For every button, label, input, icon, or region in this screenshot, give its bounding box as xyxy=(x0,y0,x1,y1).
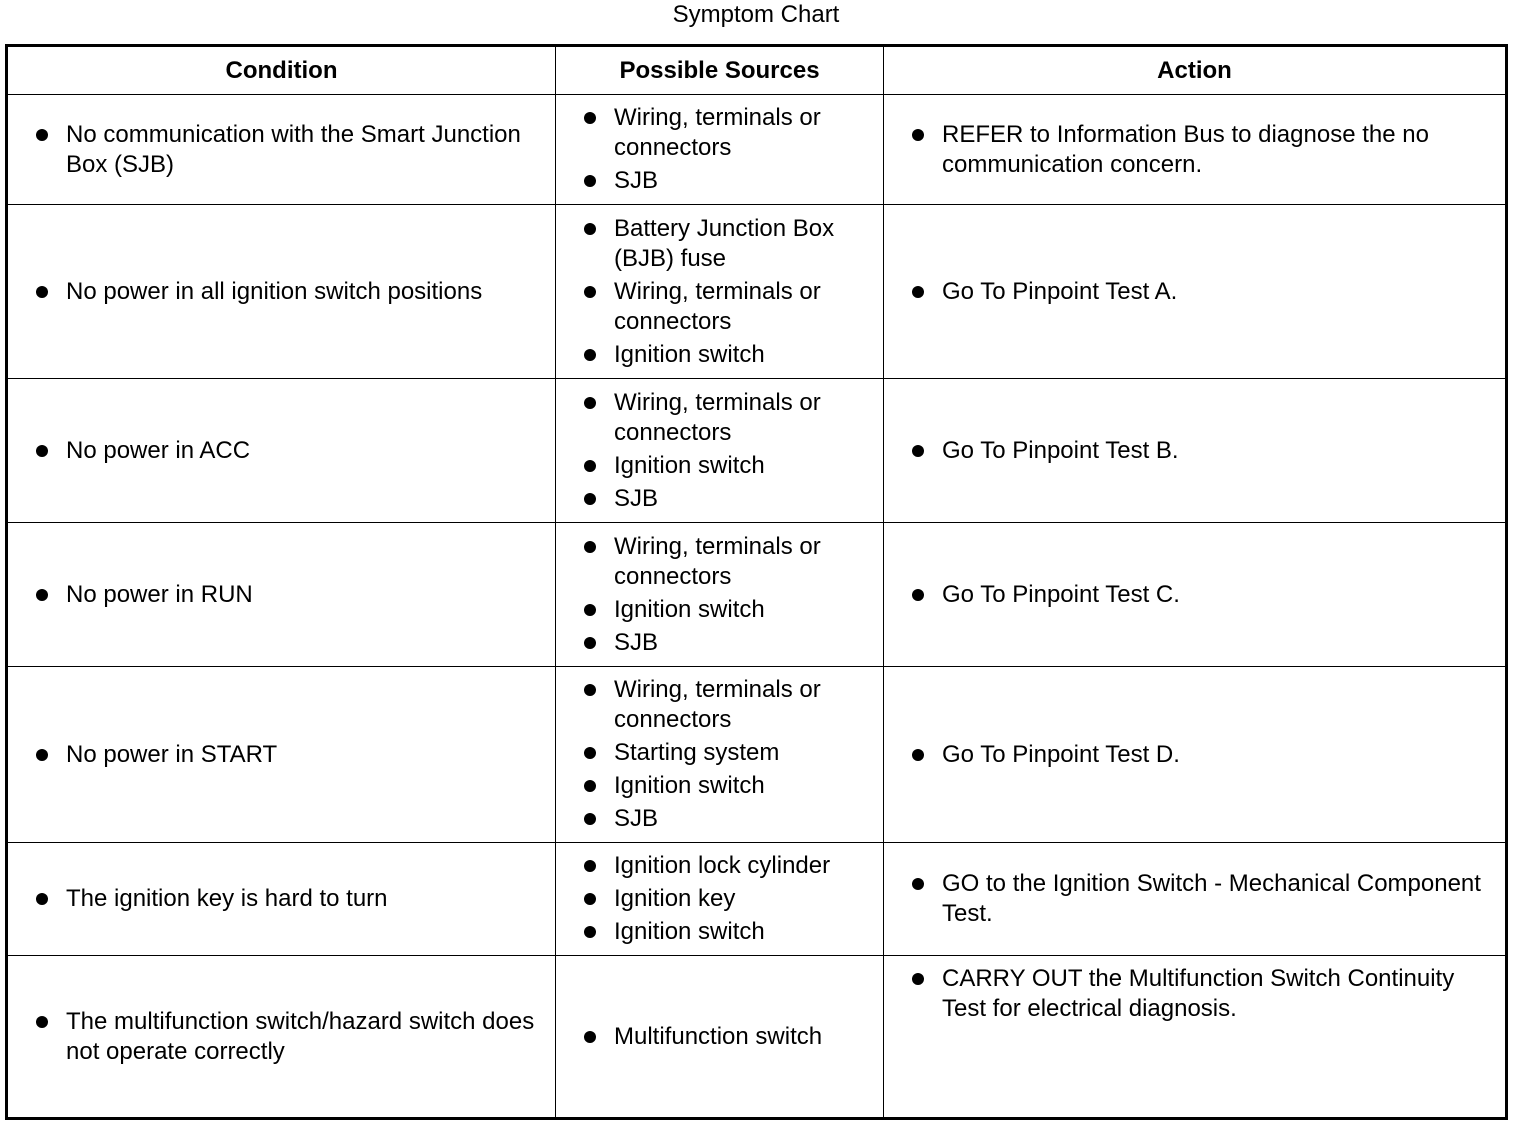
action-text: Go To Pinpoint Test D. xyxy=(884,740,1505,770)
sources-cell xyxy=(556,843,884,956)
source-item: Ignition lock cylinder xyxy=(556,851,883,881)
source-item: Battery Junction Box (BJB) fuse xyxy=(556,214,883,274)
condition-text: No power in ACC xyxy=(8,436,555,466)
condition-cell xyxy=(7,95,556,205)
header-row xyxy=(7,46,1507,95)
sources-cell xyxy=(556,523,884,667)
source-item: Multifunction switch xyxy=(556,1022,883,1052)
condition-cell xyxy=(7,956,556,1119)
condition-cell xyxy=(7,523,556,667)
source-item: Wiring, terminals or connectors xyxy=(556,103,883,163)
action-cell xyxy=(884,523,1507,667)
condition-text: No communication with the Smart Junction Box (SJB) xyxy=(8,120,555,180)
action-cell xyxy=(884,379,1507,523)
table-row xyxy=(7,956,1507,1119)
condition-cell xyxy=(7,379,556,523)
action-text: Go To Pinpoint Test B. xyxy=(884,436,1505,466)
source-item: SJB xyxy=(556,484,883,514)
source-item: Ignition key xyxy=(556,884,883,914)
action-text: Go To Pinpoint Test C. xyxy=(884,580,1505,610)
action-cell xyxy=(884,956,1507,1119)
source-item: Ignition switch xyxy=(556,771,883,801)
source-item: SJB xyxy=(556,804,883,834)
condition-cell xyxy=(7,205,556,379)
source-item: Ignition switch xyxy=(556,451,883,481)
source-item: Ignition switch xyxy=(556,917,883,947)
condition-cell xyxy=(7,667,556,843)
source-item: Ignition switch xyxy=(556,340,883,370)
table-row xyxy=(7,667,1507,843)
condition-cell xyxy=(7,843,556,956)
symptom-chart-table xyxy=(5,44,1508,1120)
sources-cell xyxy=(556,205,884,379)
source-item: Ignition switch xyxy=(556,595,883,625)
condition-text: No power in START xyxy=(8,740,555,770)
sources-cell xyxy=(556,379,884,523)
condition-text: The multifunction switch/hazard switch does not operate correctly xyxy=(8,1007,555,1067)
action-cell xyxy=(884,205,1507,379)
source-item: Wiring, terminals or connectors xyxy=(556,277,883,337)
action-cell xyxy=(884,667,1507,843)
action-text: REFER to Information Bus to diagnose the no communication concern. xyxy=(884,120,1505,180)
action-header: Action xyxy=(884,46,1507,95)
condition-text: No power in RUN xyxy=(8,580,555,610)
table-row xyxy=(7,843,1507,956)
source-item: Wiring, terminals or connectors xyxy=(556,675,883,735)
action-text: Go To Pinpoint Test A. xyxy=(884,277,1505,307)
condition-text: No power in all ignition switch positions xyxy=(8,277,555,307)
sources-cell xyxy=(556,95,884,205)
source-item: Starting system xyxy=(556,738,883,768)
action-text: GO to the Ignition Switch - Mechanical Component Test. xyxy=(884,869,1505,929)
table-row xyxy=(7,95,1507,205)
action-cell xyxy=(884,95,1507,205)
possible-sources-header: Possible Sources xyxy=(556,46,884,95)
condition-header: Condition xyxy=(7,46,556,95)
source-item: Wiring, terminals or connectors xyxy=(556,388,883,448)
source-item: SJB xyxy=(556,166,883,196)
source-item: Wiring, terminals or connectors xyxy=(556,532,883,592)
sources-cell xyxy=(556,956,884,1119)
table-row xyxy=(7,523,1507,667)
source-item: SJB xyxy=(556,628,883,658)
table-row xyxy=(7,379,1507,523)
sources-cell xyxy=(556,667,884,843)
action-cell xyxy=(884,843,1507,956)
table-row xyxy=(7,205,1507,379)
action-text: CARRY OUT the Multifunction Switch Continuity Test for electrical diagnosis. xyxy=(884,964,1505,1024)
condition-text: The ignition key is hard to turn xyxy=(8,884,555,914)
chart-title: Symptom Chart xyxy=(672,1,840,28)
